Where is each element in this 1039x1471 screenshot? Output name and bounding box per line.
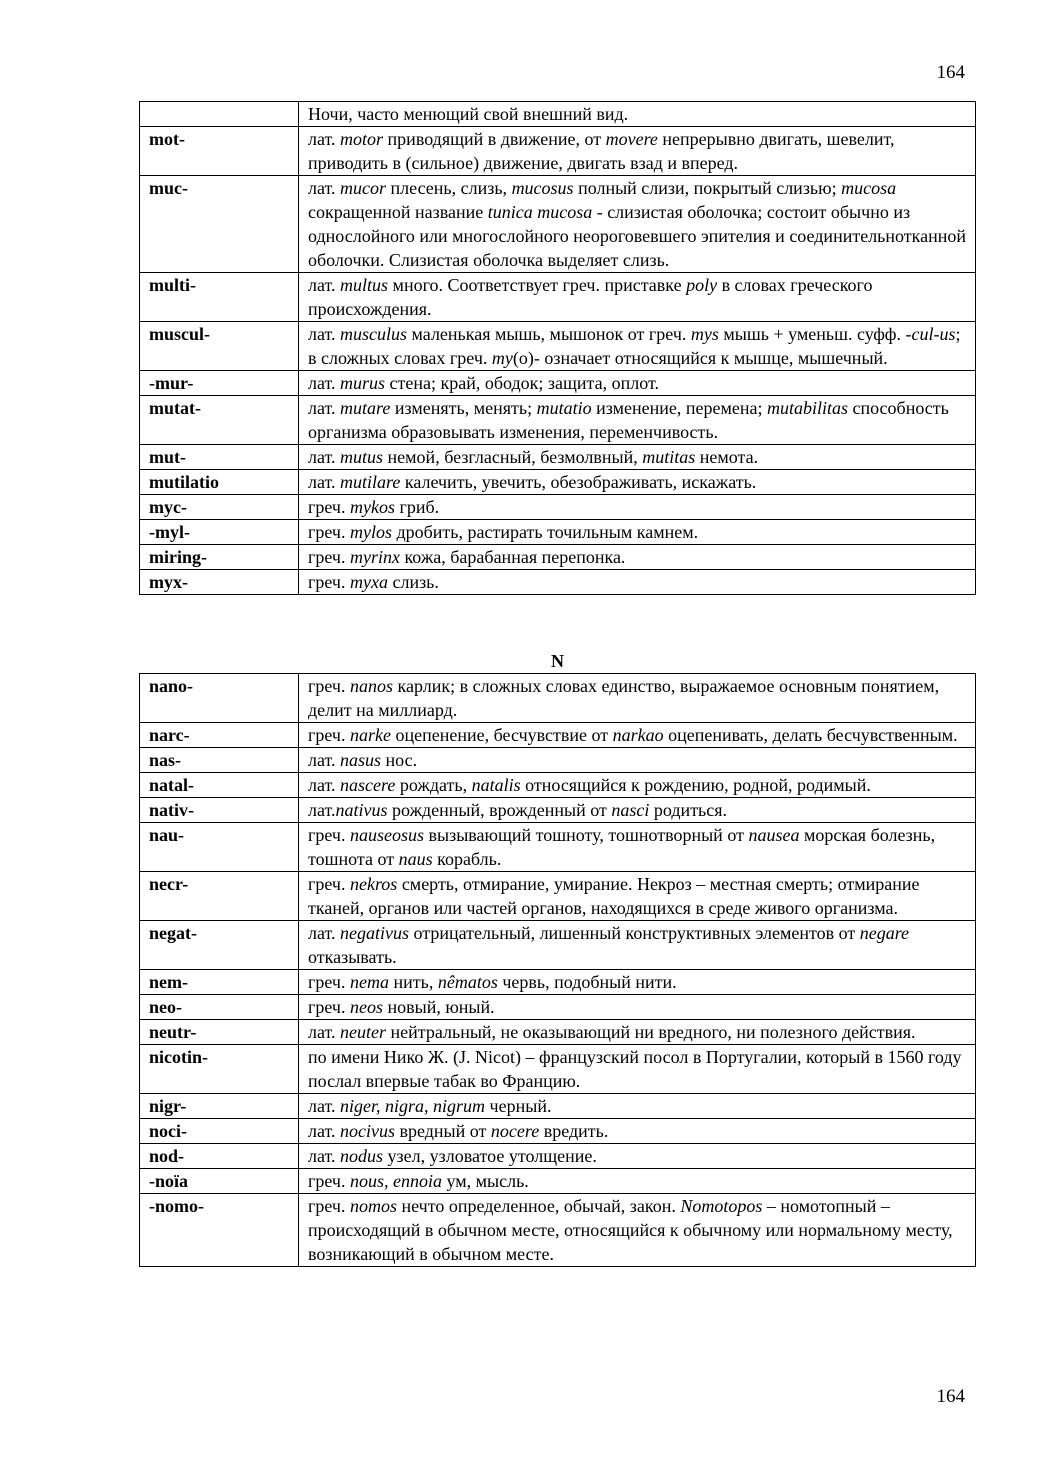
definition-text: корабль. xyxy=(432,849,502,869)
table-row xyxy=(140,495,976,520)
entry-definition xyxy=(299,570,976,595)
entry-definition xyxy=(299,921,976,970)
entry-term: natal- xyxy=(140,773,299,798)
definition-italic-term: murus xyxy=(340,373,386,393)
definition-italic-term: myxa xyxy=(349,572,388,592)
definition-text: рождать, xyxy=(395,775,472,795)
definition-text: греч. xyxy=(308,997,350,1017)
definition-text: греч. xyxy=(308,972,350,992)
definition-text: лат. xyxy=(308,1022,341,1042)
definition-text: мышь + уменьш. суфф. - xyxy=(718,324,912,344)
entry-definition xyxy=(299,273,976,322)
definition-text: лат. xyxy=(308,373,341,393)
definition-italic-term: nativus xyxy=(335,800,388,820)
definition-italic-term: neos xyxy=(349,997,383,1017)
entry-definition xyxy=(299,1194,976,1267)
table-row xyxy=(140,273,976,322)
table-m-body xyxy=(140,102,976,595)
definition-text: гриб. xyxy=(394,497,440,517)
entry-definition xyxy=(299,1094,976,1119)
definition-text: непрерывно двигать, шевелит, приводить в (сильное) движение, двигать взад и вперед. xyxy=(308,129,895,173)
entry-term: narc- xyxy=(140,723,299,748)
definition-italic-term: nausea xyxy=(748,825,800,845)
definition-text: греч. xyxy=(308,1171,350,1191)
definition-italic-term: multus xyxy=(340,275,389,295)
dictionary-table-m xyxy=(139,101,976,595)
table-row xyxy=(140,322,976,371)
section-letter-heading: N xyxy=(551,651,564,671)
table-row xyxy=(140,1119,976,1144)
definition-text: отрицательный, лишенный конструктивных элементов от xyxy=(409,923,860,943)
entry-definition xyxy=(299,545,976,570)
definition-italic-term: nanos xyxy=(349,676,393,696)
definition-text: оцепенивать, делать бесчувственным. xyxy=(663,725,958,745)
entry-definition xyxy=(299,748,976,773)
entry-term: nau- xyxy=(140,823,299,872)
definition-text: кожа, барабанная перепонка. xyxy=(399,547,626,567)
definition-text: слизь. xyxy=(387,572,439,592)
definition-text: родиться. xyxy=(649,800,728,820)
definition-italic-term: mutus xyxy=(340,447,384,467)
dictionary-table-n xyxy=(139,673,976,1267)
definition-italic-term: nodus xyxy=(340,1146,384,1166)
definition-text: калечить, увечить, обезображивать, искажать. xyxy=(400,472,757,492)
entry-term: miring- xyxy=(140,545,299,570)
definition-text: черный. xyxy=(485,1096,552,1116)
definition-italic-term: nocivus xyxy=(340,1121,396,1141)
table-row xyxy=(140,1144,976,1169)
definition-text: греч. xyxy=(308,825,350,845)
table-row xyxy=(140,748,976,773)
definition-italic-term: naus xyxy=(398,849,433,869)
entry-definition xyxy=(299,176,976,273)
entry-term: muc- xyxy=(140,176,299,273)
entry-term: myx- xyxy=(140,570,299,595)
definition-text: вредный от xyxy=(395,1121,491,1141)
table-row xyxy=(140,1094,976,1119)
definition-text: греч. xyxy=(308,547,350,567)
definition-italic-term: musculus xyxy=(340,324,408,344)
definition-text: лат. xyxy=(308,472,341,492)
definition-text: лат. xyxy=(308,398,341,418)
table-row xyxy=(140,371,976,396)
entry-term: neutr- xyxy=(140,1020,299,1045)
entry-definition xyxy=(299,127,976,176)
table-row xyxy=(140,823,976,872)
definition-italic-term: mykos xyxy=(349,497,395,517)
entry-definition xyxy=(299,1045,976,1094)
table-row xyxy=(140,545,976,570)
entry-term: mut- xyxy=(140,445,299,470)
definition-text: греч. xyxy=(308,572,350,592)
definition-text: узел, узловатое утолщение. xyxy=(383,1146,597,1166)
entry-term: nativ- xyxy=(140,798,299,823)
entry-definition xyxy=(299,674,976,723)
entry-term: muscul- xyxy=(140,322,299,371)
definition-italic-term: mys xyxy=(690,324,719,344)
definition-italic-term: mutitas xyxy=(642,447,696,467)
definition-italic-term: mucosa xyxy=(841,178,897,198)
definition-text: греч. xyxy=(308,1196,350,1216)
entry-term: nas- xyxy=(140,748,299,773)
entry-term: nod- xyxy=(140,1144,299,1169)
definition-text: нечто определенное, обычай, закон. xyxy=(397,1196,681,1216)
table-row xyxy=(140,723,976,748)
definition-italic-term: cul-us xyxy=(911,324,956,344)
definition-italic-term: nauseosus xyxy=(349,825,424,845)
entry-definition xyxy=(299,1169,976,1194)
definition-text: немой, безгласный, безмолвный, xyxy=(383,447,643,467)
definition-text: лат. xyxy=(308,129,341,149)
definition-text: лат. xyxy=(308,1121,341,1141)
definition-text: плесень, слизь, xyxy=(386,178,512,198)
definition-text: дробить, растирать точильным камнем. xyxy=(391,522,699,542)
entry-term: mutilatio xyxy=(140,470,299,495)
definition-italic-term: nema xyxy=(349,972,389,992)
definition-italic-term: movere xyxy=(605,129,658,149)
entry-definition xyxy=(299,823,976,872)
definition-text: способность организма образовывать изменения, переменчивость. xyxy=(308,398,949,442)
definition-italic-term: neuter xyxy=(340,1022,387,1042)
table-row xyxy=(140,674,976,723)
table-row xyxy=(140,970,976,995)
definition-text: лат. xyxy=(308,178,341,198)
definition-text: рожденный, врожденный от xyxy=(387,800,612,820)
entry-term: mutat- xyxy=(140,396,299,445)
entry-definition xyxy=(299,322,976,371)
entry-definition xyxy=(299,872,976,921)
table-row xyxy=(140,520,976,545)
page-number-bottom: 164 xyxy=(936,1386,965,1407)
definition-italic-term: mutilare xyxy=(340,472,401,492)
entry-term: necr- xyxy=(140,872,299,921)
table-row xyxy=(140,102,976,127)
definition-text: ум, мысль. xyxy=(441,1171,529,1191)
definition-text: лат. xyxy=(308,923,341,943)
entry-definition xyxy=(299,371,976,396)
definition-italic-term: negativus xyxy=(340,923,410,943)
definition-italic-term: poly xyxy=(686,275,718,295)
entry-definition xyxy=(299,1119,976,1144)
entry-definition xyxy=(299,723,976,748)
table-row xyxy=(140,470,976,495)
definition-text: оцепенение, бесчувствие от xyxy=(390,725,613,745)
definition-italic-term: nocere xyxy=(490,1121,540,1141)
definition-text: нейтральный, не оказывающий ни вредного, ни полезного действия. xyxy=(386,1022,916,1042)
entry-term: negat- xyxy=(140,921,299,970)
definition-italic-term: motor xyxy=(340,129,384,149)
definition-text: лат. xyxy=(308,1146,341,1166)
definition-text: приводящий в движение, от xyxy=(383,129,606,149)
definition-text: новый, юный. xyxy=(382,997,495,1017)
entry-term: noci- xyxy=(140,1119,299,1144)
definition-italic-term: mutare xyxy=(340,398,391,418)
definition-text: лат. xyxy=(308,275,341,295)
entry-term: nano- xyxy=(140,674,299,723)
definition-text: – номотопный – происходящий в обычном месте, относящийся к обычному или нормальному месту, возникающий в обычном месте. xyxy=(308,1196,953,1264)
definition-text: греч. xyxy=(308,874,350,894)
definition-italic-term: nasus xyxy=(340,750,382,770)
entry-term: -noïa xyxy=(140,1169,299,1194)
table-row xyxy=(140,176,976,273)
definition-text: относящийся к рождению, родной, родимый. xyxy=(520,775,871,795)
definition-italic-term: nous, ennoia xyxy=(349,1171,442,1191)
definition-text: лат. xyxy=(308,750,341,770)
entry-definition xyxy=(299,995,976,1020)
definition-text: греч. xyxy=(308,497,350,517)
table-row xyxy=(140,1169,976,1194)
definition-text: лат. xyxy=(308,800,336,820)
definition-text: карлик; в сложных словах единство, выражаемое основным понятием, делит на миллиард. xyxy=(308,676,940,720)
definition-italic-term: narke xyxy=(349,725,391,745)
entry-term: nigr- xyxy=(140,1094,299,1119)
table-row xyxy=(140,1194,976,1267)
table-row xyxy=(140,773,976,798)
table-row xyxy=(140,396,976,445)
entry-term: mot- xyxy=(140,127,299,176)
definition-text: стена; край, ободок; защита, оплот. xyxy=(385,373,659,393)
entry-term: nem- xyxy=(140,970,299,995)
definition-text: сокращенной название xyxy=(308,202,488,222)
page-number-top: 164 xyxy=(936,62,965,83)
definition-italic-term: nascere xyxy=(340,775,396,795)
definition-text: нить, xyxy=(388,972,438,992)
definition-text: смерть, отмирание, умирание. Некроз – местная смерть; отмирание тканей, органов или частей органов, находящихся в среде живого организма. xyxy=(308,874,920,918)
entry-term: myc- xyxy=(140,495,299,520)
definition-italic-term: Nomotopos xyxy=(680,1196,763,1216)
definition-italic-term: nêmatos xyxy=(437,972,498,992)
definition-text: греч. xyxy=(308,725,350,745)
definition-text: вредить. xyxy=(539,1121,609,1141)
entry-definition xyxy=(299,470,976,495)
definition-text: по имени Нико Ж. (J. Nicot) – французский посол в Португалии, который в 1560 году послал впервые табак во Францию. xyxy=(308,1047,962,1091)
table-row xyxy=(140,127,976,176)
definition-text: лат. xyxy=(308,447,341,467)
definition-italic-term: myrinx xyxy=(349,547,400,567)
entry-term: multi- xyxy=(140,273,299,322)
entry-definition xyxy=(299,102,976,127)
entry-definition xyxy=(299,798,976,823)
definition-text: червь, подобный нити. xyxy=(497,972,677,992)
entry-definition xyxy=(299,1020,976,1045)
definition-italic-term: mucosus xyxy=(511,178,574,198)
definition-italic-term: tunica mucosa xyxy=(487,202,593,222)
entry-definition xyxy=(299,773,976,798)
table-row xyxy=(140,570,976,595)
definition-text: немота. xyxy=(695,447,759,467)
definition-text: ; в сложных словах греч. xyxy=(308,324,961,368)
table-row xyxy=(140,872,976,921)
definition-italic-term: narkao xyxy=(612,725,664,745)
definition-text: (o)- означает относящийся к мышце, мышечный. xyxy=(512,348,888,368)
entry-definition xyxy=(299,495,976,520)
definition-italic-term: my xyxy=(491,348,513,368)
entry-definition xyxy=(299,1144,976,1169)
entry-definition xyxy=(299,445,976,470)
definition-italic-term: mylos xyxy=(349,522,392,542)
definition-text: - слизистая оболочка; состоит обычно из однослойного или многослойного неороговевшего эпителия и соединительнотканной оболочки. Слизистая оболочка выделяет слизь. xyxy=(308,202,967,270)
definition-italic-term: niger, nigra, nigrum xyxy=(340,1096,486,1116)
table-row xyxy=(140,1045,976,1094)
entry-term: -myl- xyxy=(140,520,299,545)
table-row xyxy=(140,995,976,1020)
entry-term: neo- xyxy=(140,995,299,1020)
definition-italic-term: mutatio xyxy=(536,398,592,418)
definition-italic-term: nekros xyxy=(349,874,398,894)
definition-italic-term: nomos xyxy=(349,1196,397,1216)
definition-italic-term: negare xyxy=(859,923,910,943)
entry-term: nicotin- xyxy=(140,1045,299,1094)
definition-text: маленькая мышь, мышонок от греч. xyxy=(407,324,691,344)
definition-text: морская болезнь, тошнота от xyxy=(308,825,936,869)
definition-italic-term: mutabilitas xyxy=(766,398,848,418)
entry-definition xyxy=(299,520,976,545)
definition-text: полный слизи, покрытый слизью; xyxy=(573,178,842,198)
definition-text: нос. xyxy=(381,750,418,770)
table-row xyxy=(140,1020,976,1045)
definition-text: много. Соответствует греч. приставке xyxy=(388,275,687,295)
definition-text: вызывающий тошноту, тошнотворный от xyxy=(424,825,749,845)
definition-text: греч. xyxy=(308,676,350,696)
definition-italic-term: natalis xyxy=(471,775,521,795)
definition-italic-term: nasci xyxy=(611,800,650,820)
table-row xyxy=(140,921,976,970)
definition-text: лат. xyxy=(308,775,341,795)
definition-text: отказывать. xyxy=(308,947,397,967)
definition-text: греч. xyxy=(308,522,350,542)
table-row xyxy=(140,445,976,470)
entry-term: -mur- xyxy=(140,371,299,396)
definition-text: лат. xyxy=(308,1096,341,1116)
table-n-body xyxy=(140,674,976,1267)
entry-term: -nomo- xyxy=(140,1194,299,1267)
entry-definition xyxy=(299,970,976,995)
definition-italic-term: mucor xyxy=(340,178,387,198)
definition-text: в словах греческого происхождения. xyxy=(308,275,873,319)
entry-term xyxy=(140,102,299,127)
table-row xyxy=(140,798,976,823)
definition-text: изменение, перемена; xyxy=(591,398,767,418)
definition-text: Ночи, часто менющий свой внешний вид. xyxy=(308,104,629,124)
definition-text: лат. xyxy=(308,324,341,344)
entry-definition xyxy=(299,396,976,445)
definition-text: изменять, менять; xyxy=(390,398,537,418)
